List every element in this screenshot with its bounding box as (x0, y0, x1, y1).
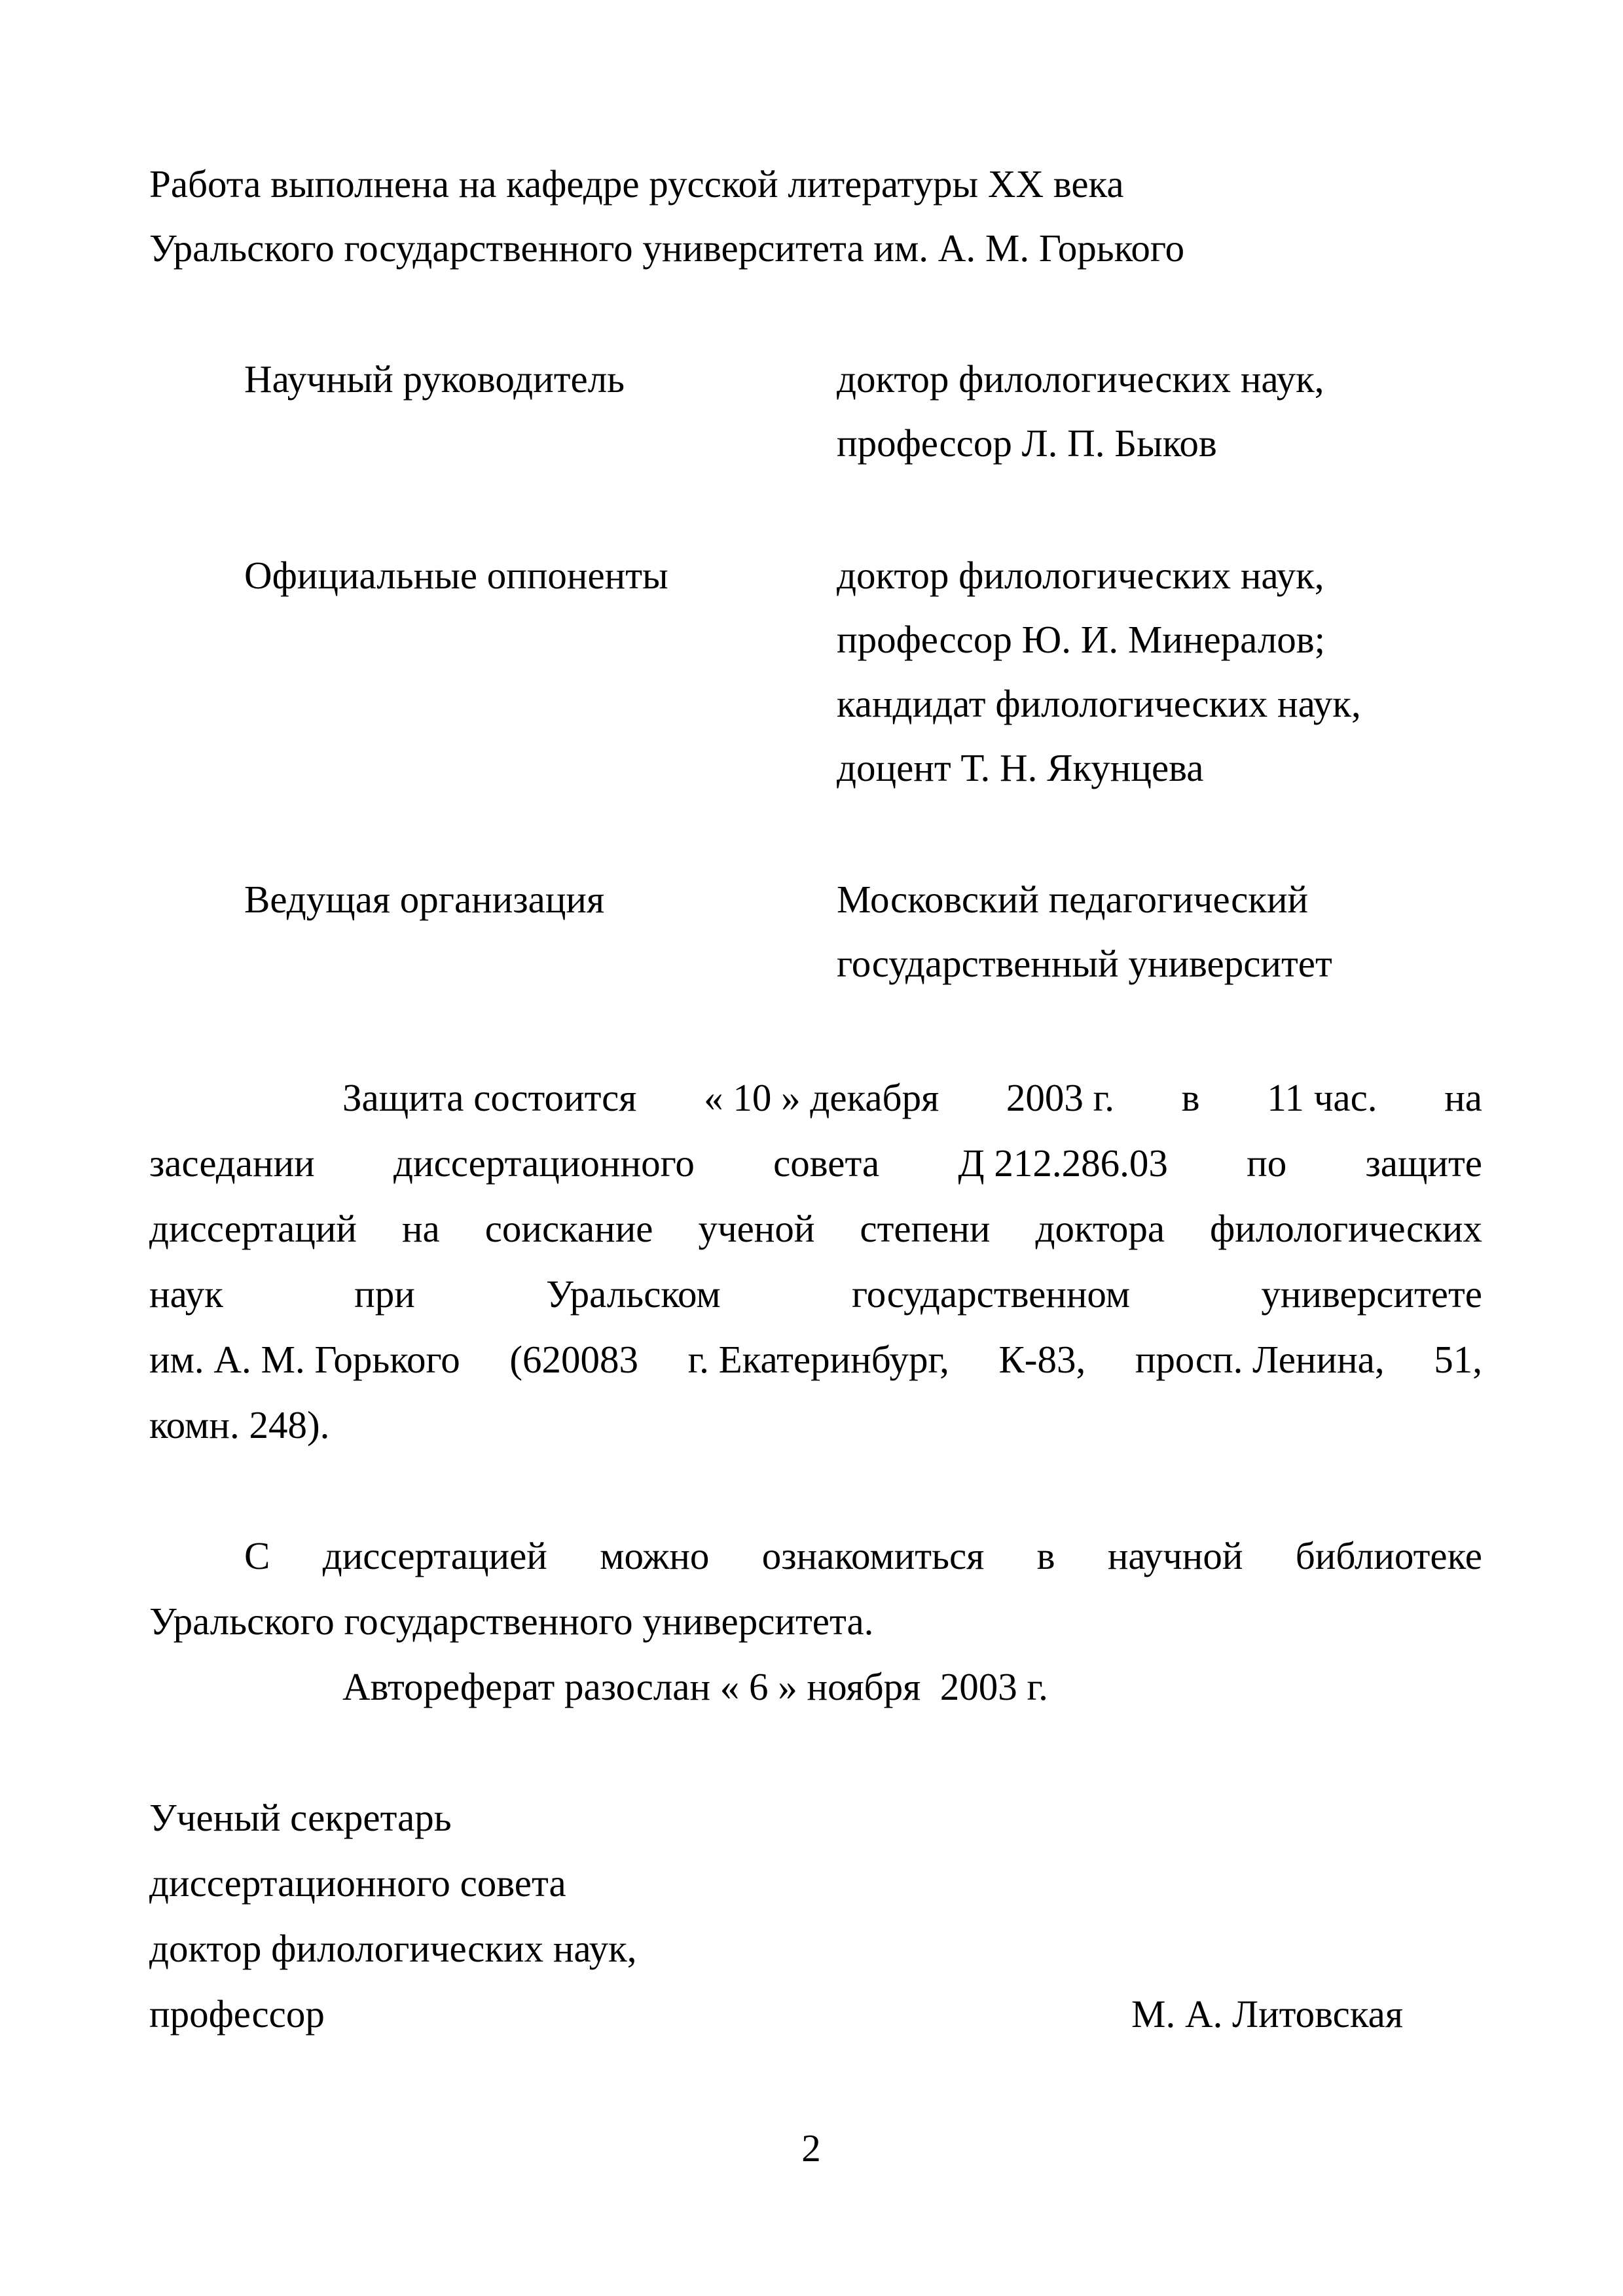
secretary-line-3: доктор филологических наук, (149, 1927, 637, 1970)
defense-word: на (401, 1207, 440, 1250)
secretary-line-1: Ученый секретарь (149, 1796, 452, 1839)
opponents-value-line-2: профессор Ю. И. Минералов; (837, 618, 1326, 661)
defense-word: К-83, (998, 1338, 1086, 1381)
leading-org-value-line-2: государственный университет (837, 942, 1332, 985)
defense-word: заседании (149, 1141, 315, 1185)
opponents-value-line-3: кандидат филологических наук, (837, 682, 1361, 725)
library-line-1 (244, 1534, 1482, 1577)
defense-word: г. Екатеринбург, (687, 1338, 949, 1381)
library-word: в (1036, 1534, 1055, 1577)
abstract-sent: Автореферат разослан « 6 » ноября 2003 г. (342, 1665, 1048, 1708)
header-line-1: Работа выполнена на кафедре русской литературы XX века (149, 162, 1124, 206)
secretary-name: М. А. Литовская (1131, 1992, 1403, 2036)
defense-word: (620083 (509, 1338, 638, 1381)
defense-line-6: комн. 248). (149, 1403, 330, 1446)
defense-word: им. А. М. Горького (149, 1338, 460, 1381)
header-line-2: Уральского государственного университета им. А. М. Горького (149, 226, 1185, 270)
secretary-line-2: диссертационного совета (149, 1861, 566, 1905)
defense-date: « 10 » декабря (704, 1076, 939, 1119)
supervisor-label: Научный руководитель (244, 357, 625, 401)
supervisor-value-line-2: профессор Л. П. Быков (837, 422, 1217, 465)
secretary-line-4: профессор (149, 1992, 325, 2036)
defense-line-3 (149, 1207, 1482, 1250)
library-word: библиотеке (1295, 1534, 1482, 1577)
defense-line-2 (149, 1141, 1482, 1185)
defense-word: при (354, 1272, 415, 1316)
leading-org-value-line-1: Московский педагогический (837, 878, 1309, 921)
opponents-value-line-4: доцент Т. Н. Якунцева (837, 746, 1204, 789)
defense-word: соискание (484, 1207, 653, 1250)
defense-word: наук (149, 1272, 223, 1316)
defense-word: в (1181, 1076, 1200, 1119)
defense-line-5 (149, 1340, 1482, 1379)
opponents-value-line-1: доктор филологических наук, (837, 554, 1324, 597)
defense-line-4 (149, 1272, 1482, 1316)
defense-word: Уральском (546, 1272, 721, 1316)
defense-time: 11 час. (1267, 1076, 1377, 1119)
library-word: ознакомиться (761, 1534, 985, 1577)
defense-line-1 (342, 1076, 1482, 1119)
defense-word: по (1247, 1141, 1287, 1185)
council-code: Д 212.286.03 (958, 1141, 1168, 1185)
defense-word: степени (860, 1207, 991, 1250)
leading-org-label: Ведущая организация (244, 878, 605, 921)
defense-word: государственном (852, 1272, 1131, 1316)
defense-year: 2003 г. (1006, 1076, 1114, 1119)
defense-word: совета (773, 1141, 880, 1185)
defense-word: филологических (1210, 1207, 1482, 1250)
library-word: можно (600, 1534, 710, 1577)
defense-word: на (1444, 1076, 1482, 1119)
defense-word: просп. Ленина, (1135, 1338, 1385, 1381)
library-word: диссертацией (322, 1534, 547, 1577)
library-word: научной (1107, 1534, 1243, 1577)
defense-word: диссертаций (149, 1207, 357, 1250)
defense-word: ученой (698, 1207, 815, 1250)
defense-word: диссертационного (393, 1141, 695, 1185)
defense-word: доктора (1035, 1207, 1165, 1250)
defense-word: 51, (1434, 1338, 1482, 1381)
defense-word: Защита состоится (342, 1076, 637, 1119)
supervisor-value-line-1: доктор филологических наук, (837, 357, 1324, 401)
defense-word: университете (1261, 1272, 1482, 1316)
library-word: С (244, 1534, 270, 1577)
library-line-2: Уральского государственного университета. (149, 1600, 874, 1643)
page-number: 2 (801, 2126, 821, 2170)
opponents-label: Официальные оппоненты (244, 554, 668, 597)
defense-word: защите (1365, 1141, 1482, 1185)
